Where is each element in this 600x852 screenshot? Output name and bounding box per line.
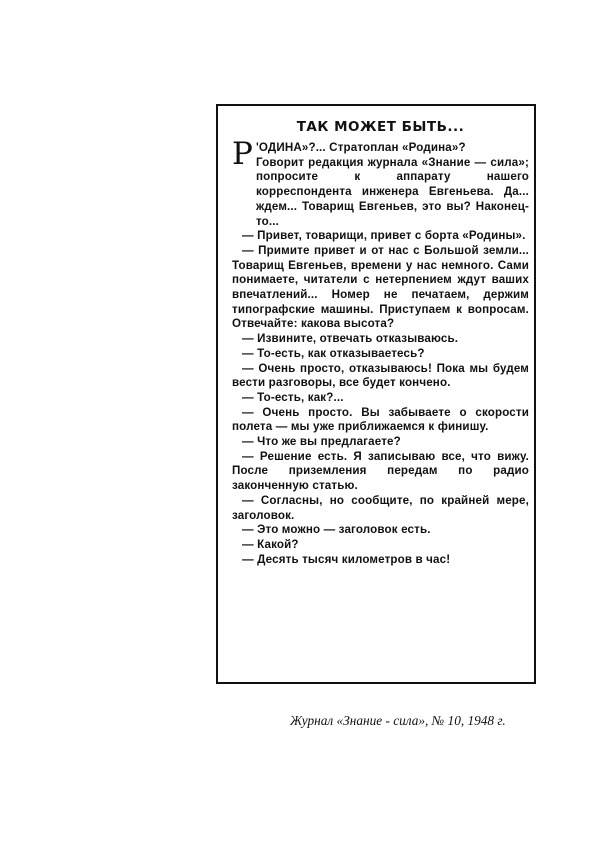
source-caption: Журнал «Знание - сила», № 10, 1948 г.: [290, 713, 506, 728]
lead-text: Говорит редакция журнала «Знание — сила»; попросите к аппарату нашего корреспондента инженера Евгеньева. Да... ждем... Товарищ Евгеньев, это вы? Наконец-то...: [256, 155, 529, 228]
newspaper-clipping: [216, 104, 536, 684]
dialogue-line: — Десять тысяч километров в час!: [242, 552, 451, 566]
dialogue-line: — Очень просто, отказываюсь! Пока мы будем вести разговоры, все будет кончено.: [232, 361, 529, 390]
dialogue-line: — Это можно — заголовок есть.: [242, 523, 431, 537]
article-title: ТАК МОЖЕТ БЫТЬ...: [296, 119, 465, 135]
dialogue-line: — Привет, товарищи, привет с борта «Родины».: [242, 229, 526, 243]
dialogue-line: — Согласны, но сообщите, по крайней мере, заголовок.: [232, 493, 529, 522]
dialogue-line: — То-есть, как?...: [242, 390, 344, 404]
dialogue-line: — Извините, отвечать отказываюсь.: [242, 332, 459, 346]
dialogue-line: — Решение есть. Я записываю все, что вижу. После приземления передам по радио законченную статью.: [232, 449, 529, 493]
lead-first-line: 'ОДИНА»?... Стратоплан «Родина»?: [256, 141, 466, 154]
dialogue-line: — Примите привет и от нас с Большой земли... Товарищ Евгеньев, времени у нас немного. Сами понимаете, читатели с нетерпением ждут ваших впечатлений... Номер не печатаем, держим типографские машины. Приступаем к вопросам. Отвечайте: какова высота?: [232, 243, 529, 331]
dialogue-line: — То-есть, как отказываетесь?: [242, 346, 425, 360]
dialogue-line: — Что же вы предлагаете?: [242, 435, 401, 449]
drop-cap: Р: [232, 136, 254, 172]
article-body: [232, 136, 529, 567]
dialogue-line: — Какой?: [242, 537, 299, 551]
dialogue-line: — Очень просто. Вы забываете о скорости полета — мы уже приближаемся к финишу.: [232, 405, 529, 434]
lead-paragraph: [232, 136, 529, 229]
